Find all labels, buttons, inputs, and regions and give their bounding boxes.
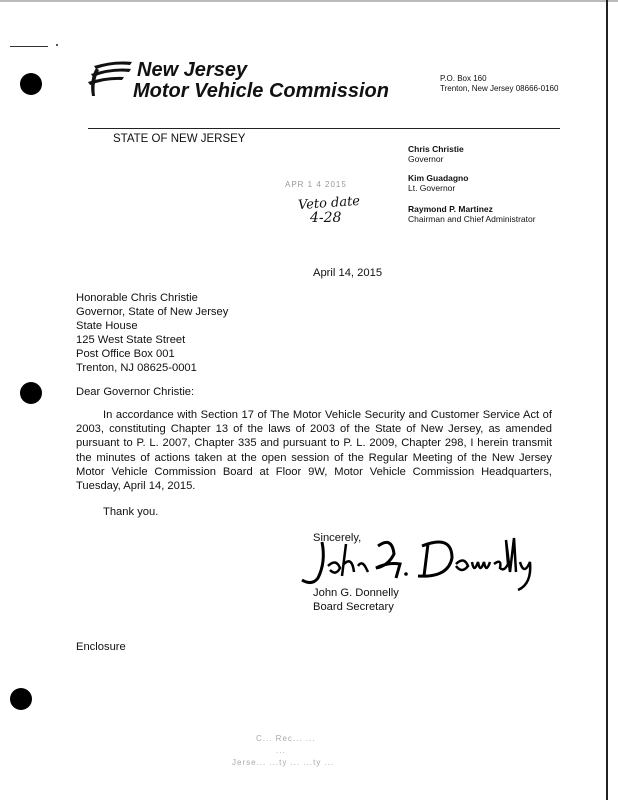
recipient-line: Trenton, NJ 08625-0001 [76,362,197,374]
scan-top-edge [0,0,618,2]
letter-body-paragraph: In accordance with Section 17 of The Motor Vehicle Security and Customer Service Act of 2003, constituting Chapter 13 of the laws of 2003 of the State of New Jersey, as amended pursuant to P. L. 2007, Chapter 335 and pursuant to P. L. 2009, Chapter 298, I herein transmit the minutes of actions taken at the open session of the Regular Meeting of the New Jersey Motor Vehicle Commission Board at Floor 9W, Motor Vehicle Commission Headquarters, Tuesday, April 14, 2015. [76,409,552,493]
handwritten-signature [292,532,552,592]
received-stamp: APR 1 4 2015 [285,180,347,189]
signer-title: Board Secretary [313,601,394,613]
mvc-logo-icon [84,58,134,100]
veto-note-line2: 4-28 [310,210,342,226]
letterhead-rule [88,128,560,129]
punch-hole-bottom [10,688,32,710]
punch-hole-top [20,73,42,95]
scan-right-edge [606,0,608,800]
recipient-line: Post Office Box 001 [76,348,175,360]
recipient-line: 125 West State Street [76,334,186,346]
letter-date: April 14, 2015 [313,267,383,279]
recipient-line: State House [76,320,138,332]
state-label: STATE OF NEW JERSEY [113,133,246,145]
official-title-lt-governor: Lt. Governor [408,183,456,193]
closing: Sincerely, [313,532,362,544]
faint-footer-line: ... [276,746,286,755]
veto-note-line1: Veto date [297,193,361,214]
salutation: Dear Governor Christie: [76,386,195,398]
signer-name: John G. Donnelly [313,587,399,599]
official-title-governor: Governor [408,154,444,164]
punch-hole-middle [20,382,42,404]
official-name-lt-governor: Kim Guadagno [408,173,469,183]
enclosure-line: Enclosure [76,641,126,653]
official-name-governor: Chris Christie [408,144,464,154]
official-name-chairman: Raymond P. Martinez [408,204,493,214]
recipient-line: Governor, State of New Jersey [76,306,229,318]
scan-speck [56,44,58,46]
scan-mark [10,46,48,47]
thank-you-line: Thank you. [103,506,159,518]
faint-footer-line: C... Rec... ... [256,734,316,743]
letterhead-title-line1: New Jersey [137,59,248,81]
letterhead-address-line1: P.O. Box 160 [440,74,487,83]
letterhead-address-line2: Trenton, New Jersey 08666-0160 [440,84,559,93]
letterhead-title-line2: Motor Vehicle Commission [133,80,389,102]
faint-footer-line: Jerse... ...ty ... ...ty ... [232,758,335,767]
official-title-chairman: Chairman and Chief Administrator [408,214,536,224]
recipient-line: Honorable Chris Christie [76,292,198,304]
